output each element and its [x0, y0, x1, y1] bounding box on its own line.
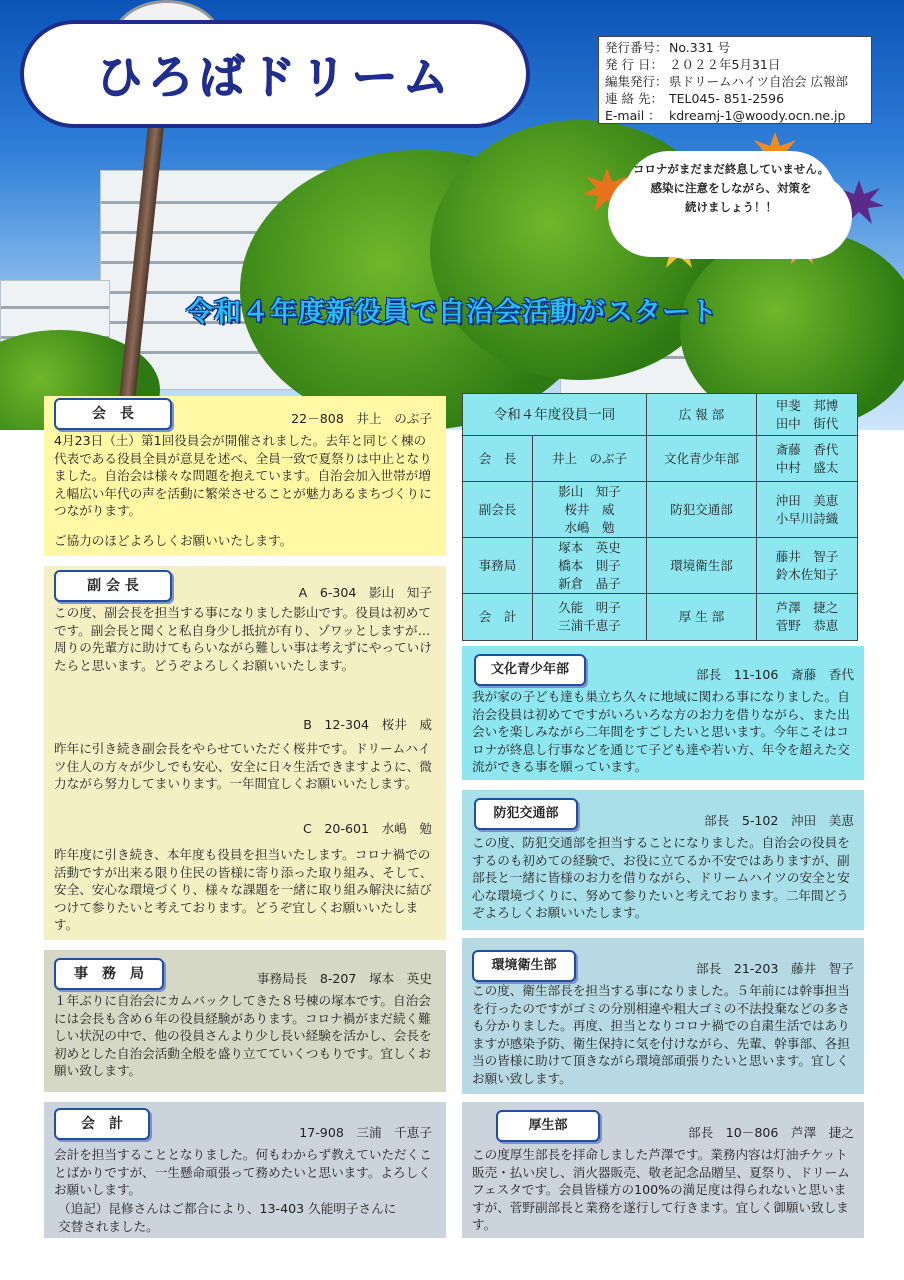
- member-name: 斎藤 香代: [775, 441, 839, 457]
- section-text: 会計を担当することとなりました。何もわからず教えていただくことばかりですが、一生懸命頑張って務めたいと思います。よろしくお願いします。: [54, 1147, 432, 1197]
- member-name: 井上 のぶ子: [551, 450, 627, 466]
- member-name: 芦澤 捷之: [775, 600, 839, 615]
- role-name: 副会長: [463, 482, 533, 538]
- newsletter-title: ひろばドリーム: [96, 50, 454, 104]
- dept-name: 文化青少年部: [647, 436, 757, 482]
- section-jimukyoku: [44, 950, 446, 1092]
- member-name: 橋本 則子: [558, 557, 621, 573]
- member-name: 甲斐 邦博: [775, 397, 839, 413]
- member-name: 小早川詩織: [775, 510, 839, 526]
- role-name: 事務局: [463, 538, 533, 594]
- contact-email: kdreamj-1@woody.ocn.ne.jp: [669, 108, 846, 123]
- section-label: 会 計: [54, 1108, 150, 1140]
- section-label: 防犯交通部: [474, 798, 578, 830]
- officer-name: 17-908 三浦 千恵子: [299, 1125, 432, 1140]
- table-title: 令和４年度役員一同: [463, 394, 647, 436]
- section-text: 昨年度に引き続き、本年度も役員を担当いたします。コロナ禍での活動ですが出来る限り住民の皆様に寄り添った取り組み、そして、安全、安心な環境づくり、様々な課題を一緒に取り組み解決に結びつけて参りたいと考えております。どうぞ宜しくお願いいたします。: [54, 847, 433, 932]
- info-key: 編集発行：: [605, 74, 668, 89]
- section-label: 厚生部: [496, 1110, 600, 1142]
- section-text: 4月23日（土）第1回役員会が開催されました。去年と同じく棟の代表である役員全員が意見を述べ、全員一致で夏祭りは中止となりました。自治会は様々な問題を抱えています。自治会加入世帯が増え幅広い年代の声を活動に繁栄させることが魅力あるまちづくりにつながります。: [54, 433, 432, 518]
- role-members: [533, 538, 647, 594]
- main-headline: 令和４年度新役員で自治会活動がスタート: [186, 297, 718, 328]
- section-text: 我が家の子ども達も巣立ち久々に地域に関わる事になりました。自治会役員は初めてですがいろいろな方のお力を借りながら、また出会いを楽しみながら二年間をすごしたいと思います。今年こそはコロナが終息し行事などを通じて子ども達や若い方、年令を超えた交流ができる事を願っています。: [472, 689, 850, 774]
- contact-phone: TEL045- 851-2596: [669, 91, 785, 106]
- role-members: [533, 436, 647, 482]
- member-name: 新倉 晶子: [558, 575, 621, 591]
- notice-line: コロナがまだまだ終息していません。: [632, 162, 830, 176]
- section-kankyo: [462, 938, 864, 1094]
- dept-name: 広 報 部: [647, 394, 757, 436]
- role-name: 会 計: [463, 594, 533, 641]
- notice-line: 続けましょう！！: [685, 200, 777, 214]
- dept-members: [757, 394, 858, 436]
- info-key: E-mail ：: [605, 108, 661, 123]
- section-label: 会 長: [54, 398, 172, 430]
- officer-name: A 6-304 影山 知子: [298, 585, 432, 600]
- issue-number: No.331 号: [669, 40, 731, 55]
- dept-members: [757, 436, 858, 482]
- member-name: 藤井 智子: [775, 548, 839, 564]
- section-note: （追記）昆修さんはご都合により、13-403 久能明子さんに交替されました。: [58, 1201, 397, 1234]
- info-key: 発行番号：: [605, 40, 668, 55]
- role-members: [533, 594, 647, 641]
- member-name: 桜井 威: [564, 501, 615, 517]
- info-key: 連 絡 先：: [605, 91, 663, 106]
- member-name: 田中 街代: [775, 415, 839, 431]
- publication-info: [598, 36, 872, 124]
- member-name: 三浦千恵子: [558, 618, 621, 633]
- section-bohan: [462, 790, 864, 930]
- notice-line: 感染に注意をしながら、対策を: [650, 181, 812, 195]
- member-name: 塚本 英史: [558, 539, 621, 555]
- section-kaikei: [44, 1102, 446, 1238]
- role-members: [533, 482, 647, 538]
- role-name: 会 長: [463, 436, 533, 482]
- dept-members: [757, 482, 858, 538]
- member-name: 沖田 美恵: [775, 492, 839, 508]
- issue-date: ２０２２年5月31日: [669, 57, 781, 72]
- section-label: 副 会 長: [54, 570, 172, 602]
- officer-name: C 20-601 水嶋 勉: [303, 821, 432, 836]
- officer-name: 部長 11-106 斎藤 香代: [696, 667, 854, 682]
- section-text: 昨年に引き続き副会長をやらせていただく桜井です。ドリームハイツ住人の方々が少しでも安心、安全に日々生活できますように、微力ながら努力してまいります。一年間宜しくお願いいたします。: [54, 741, 432, 791]
- officer-name: 部長 21-203 藤井 智子: [696, 961, 854, 976]
- member-name: 菅野 恭恵: [775, 618, 839, 633]
- section-text: この度、副会長を担当する事になりました影山です。役員は初めてです。副会長と聞くと私自身少し抵抗が有り、ゾワッとしますが… 周りの先輩方に助けてもらいながら難しい事は考えずにやっていけたらと思います。どうぞよろしくお願いいたします。: [54, 605, 443, 673]
- section-kosei: [462, 1102, 864, 1238]
- section-text: この度厚生部長を拝命しました芦澤です。業務内容は灯油チケット販売・払い戻し、消火器販売、敬老記念品贈呈、夏祭り、ドリームフェスタです。会員皆様方の100%の満足度は得られないと思いますが、菅野副部長と業務を遂行して行きます。宜しく御願い致します。: [472, 1147, 850, 1232]
- dept-name: 環境衛生部: [647, 538, 757, 594]
- member-name: 中村 盛太: [775, 459, 839, 475]
- covid-notice: [628, 160, 834, 217]
- publisher: 県ドリームハイツ自治会 広報部: [669, 74, 848, 89]
- dept-name: 防犯交通部: [647, 482, 757, 538]
- member-name: 久能 明子: [558, 600, 621, 615]
- section-label: 文化青少年部: [474, 654, 586, 686]
- dept-name: 厚 生 部: [647, 594, 757, 641]
- officer-name: 部長 10－806 芦澤 捷之: [687, 1125, 854, 1140]
- member-name: 影山 知子: [558, 483, 621, 499]
- section-text: ご協力のほどよろしくお願いいたします。: [54, 533, 293, 548]
- officer-name: B 12-304 桜井 威: [303, 717, 432, 732]
- starburst-icon: [834, 180, 884, 224]
- section-label: 事 務 局: [54, 958, 164, 990]
- officers-table: [462, 393, 858, 641]
- dept-members: [757, 538, 858, 594]
- officer-name: 部長 5-102 沖田 美恵: [704, 813, 854, 828]
- section-text: この度、防犯交通部を担当することになりました。自治会の役員をするのも初めての経験で、お役に立てるか不安ではありますが、副部長と一緒に皆様のお力を借りながら、ドリームハイツの安全と安心な環境づくりに、努めて参りたいと考えております。二年間どうぞよろしくお願いいたします。: [472, 835, 850, 920]
- member-name: 鈴木佐知子: [775, 566, 839, 582]
- officer-name: 事務局長 8-207 塚本 英史: [256, 971, 432, 986]
- info-key: 発 行 日：: [605, 57, 663, 72]
- dept-members: [757, 594, 858, 641]
- section-kaicho: [44, 396, 446, 556]
- newsletter-title-box: [20, 20, 530, 128]
- section-text: この度、衛生部長を担当する事になりました。５年前には幹事担当を行ったのですがゴミの分別相違や粗大ゴミの不法投棄などの多さも分かりました。再度、担当となりコロナ禍での自粛生活ではありますが感染予防、衛生保持に気を付けながら、先輩、幹事部、各担当の皆様に助けて頂きながら環境部頑張りたいと思います。宜しくお願い致します。: [472, 983, 850, 1086]
- member-name: 水嶋 勉: [564, 519, 615, 535]
- section-bunka: [462, 646, 864, 780]
- officer-name: 22－808 井上 のぶ子: [291, 411, 432, 426]
- section-label: 環境衛生部: [472, 950, 576, 982]
- section-text: １年ぶりに自治会にカムバックしてきた８号棟の塚本です。自治会には会長も含め６年の役員経験があります。コロナ禍がまだ続く難しい状況の中で、他の役員さんより少し長い経験を活かし、会長を初めとした自治会活動全般を盛り立てていくつもりです。宜しくお願い致します。: [54, 993, 432, 1078]
- section-fukukaicho: [44, 566, 446, 940]
